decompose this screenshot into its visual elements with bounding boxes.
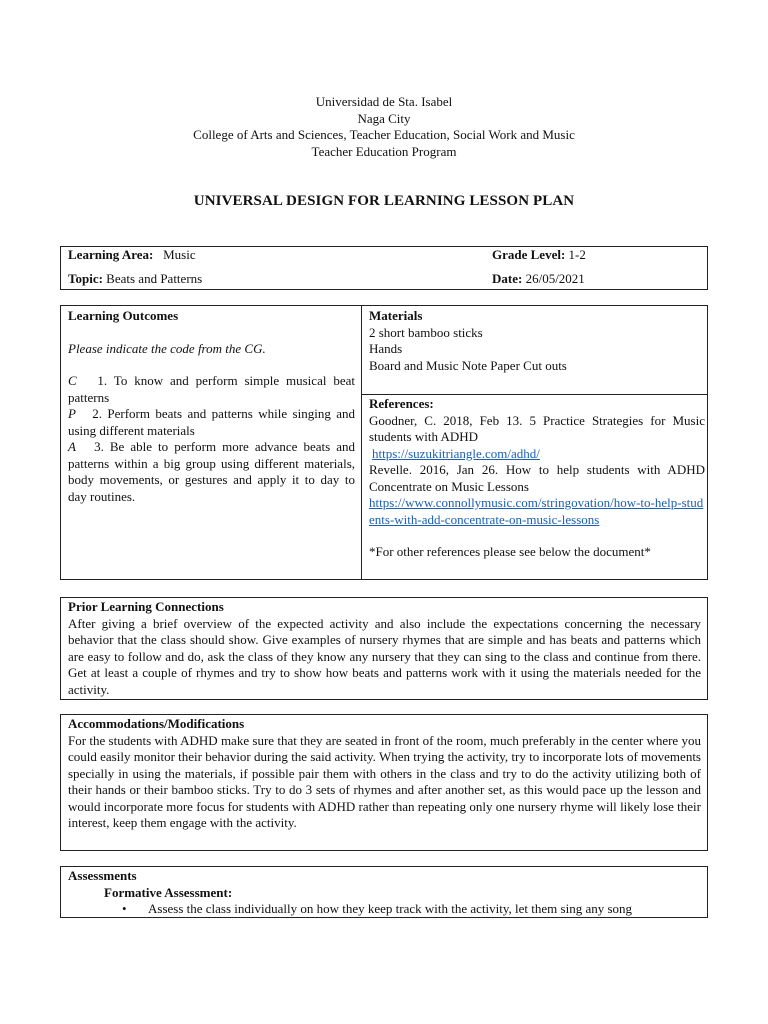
- lesson-info-table: [60, 246, 708, 290]
- prior-learning-body: After giving a brief overview of the expected activity and also include the expectations concerning the necessary behavior that the class should show. Give examples of nursery rhymes that are simple and has beats and patterns which are easy to follow and do, ask the class of they know any nursery that they can sing to the class and continue from there. Get at least a couple of rhymes and try to show how beats and patterns work with it using the materials needed for the activity.: [68, 615, 701, 697]
- materials-cell: [369, 308, 705, 374]
- prior-learning-section: [60, 597, 708, 700]
- outcome-text-3: 3. Be able to perform more advance beats and patterns within a big group using different materials, body movements, or gestures and apply it to day to day routines.: [68, 439, 355, 504]
- reference-1-citation: Goodner, C. 2018, Feb 13. 5 Practice Strategies for Music students with ADHD: [369, 412, 705, 444]
- outcome-code-2: P: [68, 406, 76, 421]
- topic-label: Topic:: [68, 271, 103, 286]
- date-row: [492, 271, 585, 288]
- outcomes-materials-table: [60, 305, 708, 580]
- assessments-section: [60, 866, 708, 918]
- learning-outcomes-heading: Learning Outcomes: [68, 308, 179, 323]
- outcome-text-2: 2. Perform beats and patterns while singing and using different materials: [68, 406, 356, 438]
- other-references-note: *For other references please see below the document*: [369, 544, 651, 559]
- date-value: 26/05/2021: [525, 271, 585, 286]
- reference-1-link[interactable]: https://suzukitriangle.com/adhd/: [372, 445, 540, 461]
- cg-instruction: Please indicate the code from the CG.: [68, 340, 266, 356]
- formative-assessment-heading: Formative Assessment:: [104, 884, 233, 900]
- university-name: Universidad de Sta. Isabel: [315, 94, 453, 109]
- reference-2-link[interactable]: https://www.connollymusic.com/stringovation/how-to-help-students-with-add-concentrate-on-music-lessons: [369, 495, 704, 527]
- assessments-heading: Assessments: [68, 868, 137, 883]
- materials-item: 2 short bamboo sticks: [369, 324, 483, 340]
- table-divider-vertical: [361, 306, 362, 579]
- accommodations-section: [60, 714, 708, 851]
- references-heading: References:: [369, 396, 434, 411]
- city-name: Naga City: [357, 110, 411, 126]
- program-name: Teacher Education Program: [311, 143, 457, 159]
- outcome-item-1: [68, 373, 355, 406]
- outcome-code-3: A: [68, 439, 76, 454]
- grade-level-row: [492, 247, 586, 264]
- document-header: [0, 94, 768, 160]
- learning-area-label: Learning Area:: [68, 247, 154, 262]
- learning-outcomes-cell: [68, 308, 355, 505]
- topic-row: [68, 271, 202, 288]
- bullet-icon: •: [122, 901, 127, 916]
- topic-value: Beats and Patterns: [106, 271, 203, 286]
- references-cell: [369, 396, 705, 561]
- outcome-text-1: 1. To know and perform simple musical beat patterns: [68, 373, 356, 405]
- assessment-list-item: [68, 901, 701, 918]
- outcome-item-3: [68, 439, 355, 505]
- learning-area-row: [68, 247, 196, 264]
- grade-level-label: Grade Level:: [492, 247, 566, 262]
- materials-item: Hands: [369, 341, 403, 356]
- materials-item: Board and Music Note Paper Cut outs: [369, 357, 567, 373]
- outcome-item-2: [68, 406, 355, 439]
- learning-area-value: Music: [163, 247, 196, 262]
- table-divider-horizontal: [361, 394, 707, 395]
- date-label: Date:: [492, 271, 523, 286]
- document-title: UNIVERSAL DESIGN FOR LEARNING LESSON PLAN: [193, 193, 575, 209]
- accommodations-body: For the students with ADHD make sure that they are seated in front of the room, much preferably in the center where you could easily monitor their behavior during the said activity. When trying the activity, try to incorporate lots of movements specially in using the materials, if possible pair them with others in the class and try to do the activity utilizing both of their hands or their bamboo sticks. Try to do 3 sets of rhymes and after another set, as this would pace up the lesson and would incorporate more focus for students with ADHD rather than repeating only one nursery rhyme will likely lose their interest, keep them engage with the activity.: [68, 732, 701, 830]
- college-name: College of Arts and Sciences, Teacher Education, Social Work and Music: [193, 127, 575, 142]
- reference-2-citation: Revelle. 2016, Jan 26. How to help students with ADHD Concentrate on Music Lessons: [369, 462, 705, 494]
- accommodations-heading: Accommodations/Modifications: [68, 716, 245, 731]
- grade-level-value: 1-2: [568, 247, 586, 262]
- prior-learning-heading: Prior Learning Connections: [68, 599, 224, 614]
- outcome-code-1: C: [68, 373, 77, 388]
- assessment-item-text: Assess the class individually on how they keep track with the activity, let them sing any song: [148, 901, 633, 916]
- materials-heading: Materials: [369, 308, 423, 323]
